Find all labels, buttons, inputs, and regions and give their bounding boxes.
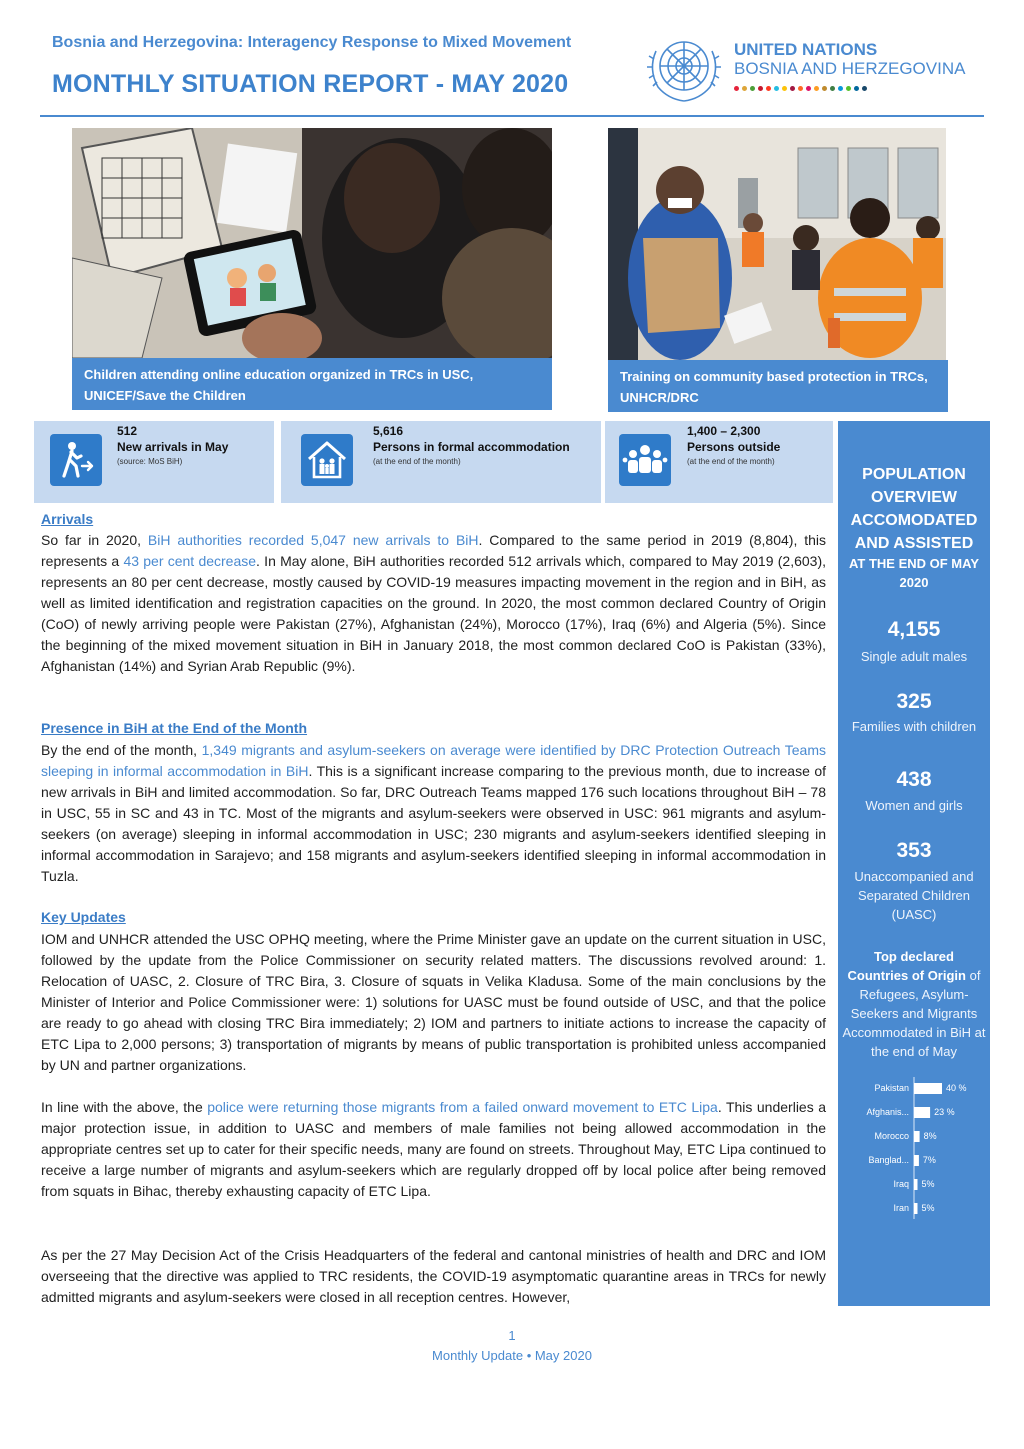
sidebar-title: POPULATION OVERVIEW ACCOMODATED AND ASSISTED [850, 466, 978, 552]
chart-value-label: 40 % [946, 1083, 967, 1093]
stat-source: (at the end of the month) [687, 457, 775, 466]
stat-label: New arrivals in May [117, 440, 229, 454]
photo2-caption: Training on community based protection in TRCs, UNHCR/DRC [608, 360, 948, 412]
report-subtitle: Bosnia and Herzegovina: Interagency Response to Mixed Movement [52, 34, 572, 51]
text-run: So far in 2020, [41, 532, 148, 548]
stat-formal-accommodation [281, 421, 601, 503]
highlight-text: BiH authorities recorded 5,047 new arrivals to BiH [147, 532, 479, 548]
chart-bar [914, 1107, 930, 1118]
text-run: . In May alone, BiH authorities recorded 512 arrivals which, compared to May 2019 (2,603), represents an 80 per cent decrease, mostly caused by COVID-19 measures impacting movement in the region and in BiH, as well as limited identification and registration capacities on the ground. In 2020, the most common declared Country of Origin (CoO) of newly arriving people were Pakistan (27%), Afghanistan (24%), Morocco (17%), Iraq (6%) and Algeria (5%). Since the beginning of the mixed movement situation in BiH in January 2018, the most common declared CoO is Pakistan (33%), Afghanistan (14%) and Syrian Arab Republic (9%). [41, 553, 827, 674]
header-divider [40, 115, 984, 117]
highlight-text: police were returning those migrants from a failed onward movement to ETC Lipa [207, 1099, 718, 1115]
chart-category-label: Iraq [893, 1179, 909, 1189]
stat-value: 1,400 – 2,300 [687, 424, 761, 438]
chart-value-label: 23 % [934, 1107, 955, 1117]
chart-bar [914, 1155, 919, 1166]
figure-value: 325 [896, 690, 932, 713]
chart-category-label: Pakistan [874, 1083, 909, 1093]
chart-value-label: 5% [921, 1179, 935, 1189]
org-name: UNITED NATIONS [734, 40, 878, 59]
chart-bar [914, 1203, 918, 1214]
countries-caption [842, 947, 986, 1061]
stat-label: Persons outside [687, 440, 781, 454]
stat-value: 5,616 [373, 424, 404, 438]
arrivals-paragraph [41, 530, 826, 677]
text-run: . This is a significant increase comparing to the previous month, due to increase of new arrivals in BiH and limited accommodation. So far, DRC Outreach Teams mapped 176 such locations throughout BiH – 78 in USC, 55 in SC and 43 in TC. Most of the migrants and asylum-seekers were observed in USC: 961 migrants and asylum-seekers (on average) sleeping in informal accommodation in USC; 230 migrants and asylum-seekers identified sleeping in informal accommodation in Sarajevo; and 158 migrants and asylum-seekers identified sleeping in informal accommodation in Tuzla. [41, 763, 826, 884]
family-house-icon [301, 434, 353, 486]
sdg-color-dots [734, 86, 867, 91]
chart-value-label: 8% [923, 1131, 937, 1141]
stat-label: Persons in formal accommodation [373, 440, 570, 454]
stat-new-arrivals [34, 421, 274, 503]
countries-caption-rest: of Refugees, Asylum-Seekers and Migrants Accommodated in BiH at the end of May [842, 968, 986, 1059]
section-heading-presence: Presence in BiH at the End of the Month [41, 720, 308, 736]
un-emblem-icon [642, 33, 726, 105]
section-heading-key-updates: Key Updates [41, 909, 126, 925]
sidebar-subtitle: AT THE END OF MAY 2020 [848, 556, 979, 590]
highlight-text: 1,349 migrants and asylum-seekers on average were identified by DRC Protection Outreach Teams sleeping in informal accommodation in BiH [41, 742, 826, 779]
figure-value: 438 [896, 768, 932, 791]
key-updates-paragraph-1: IOM and UNHCR attended the USC OPHQ meeting, where the Prime Minister gave an update on the current situation in USC, followed by the update from the Police Commissioner on security related matters. The discussions revolved around: 1. Relocation of UASC, 2. Closure of TRC Bira, 3. Closure of squats in Velika Kladusa. Some of the main conclusions by the Minister of Interior and Police Commissioner were: 1) solutions for UASC must be found outside of USC, and that the police are ready to go ahead with closing TRC Bira immediately; 2) IOM and partners to initiate actions to increase the capacity of ETC Lipa to 2,000 persons; 3) transportation of migrants by means of public transportation is prohibited unless accompanied by UN and partner organizations. [41, 931, 826, 1073]
figure-label: Women and girls [865, 798, 963, 813]
page-number: 1 [508, 1328, 516, 1343]
chart-category-label: Afghanis... [866, 1107, 909, 1117]
countries-caption-bold: Top declared Countries of Origin [847, 949, 966, 983]
chart-category-label: Morocco [874, 1131, 909, 1141]
chart-category-label: Iran [893, 1203, 909, 1213]
countries-bar-chart [838, 1071, 990, 1231]
figure-label: Unaccompanied and Separated Children (UASC) [854, 869, 974, 922]
figure-label: Single adult males [860, 649, 968, 664]
photo1-caption: Children attending online education organized in TRCs in USC, UNICEF/Save the Children [72, 358, 552, 410]
photo-protection-training [608, 128, 946, 360]
stat-persons-outside [605, 421, 833, 503]
chart-value-label: 7% [922, 1155, 936, 1165]
highlight-text: 43 per cent decrease [123, 553, 257, 569]
population-overview-sidebar [838, 421, 990, 1306]
figure-value: 4,155 [887, 618, 941, 641]
section-heading-arrivals: Arrivals [41, 511, 94, 527]
text-run: By the end of the month, [41, 742, 202, 758]
walking-person-icon [50, 434, 102, 486]
chart-bar [914, 1179, 918, 1190]
chart-value-label: 5% [921, 1203, 935, 1213]
figure-value: 353 [896, 839, 932, 862]
key-updates-paragraph-2 [41, 1097, 826, 1202]
chart-bar [914, 1083, 942, 1094]
figure-label: Families with children [851, 719, 977, 734]
footer-label: Monthly Update • May 2020 [432, 1348, 592, 1363]
text-run: . This underlies a major protection issue, in addition to UASC and members of male families not being allowed accommodation in the appropriate centres set up to cater for their specific needs, many are found on streets. Throughout May, ETC Lipa continued to receive a large number of migrants and asylum-seekers which are regularly dropped off by local police after being removed from squats in Bihac, thereby exhausting capacity of ETC Lipa. [41, 1099, 826, 1199]
key-updates-paragraph-3: As per the 27 May Decision Act of the Crisis Headquarters of the federal and cantonal ministries of health and DRC and IOM overseeing that the directive was applied to TRC residents, the COVID-19 asymptomatic quarantine areas in TRCs for newly admitted migrants and asylum-seekers were closed in all reception centres. However, [41, 1247, 826, 1305]
text-run: In line with the above, the [41, 1099, 208, 1115]
stat-source: (at the end of the month) [373, 457, 461, 466]
text-run: . Compared to the same period in 2019 (8,804), this represents a [41, 532, 827, 569]
report-title: MONTHLY SITUATION REPORT - MAY 2020 [52, 70, 569, 98]
presence-paragraph [41, 740, 826, 887]
org-country: BOSNIA AND HERZEGOVINA [734, 59, 966, 78]
photo-online-education [72, 128, 552, 358]
stat-source: (source: MoS BiH) [117, 457, 183, 466]
group-people-icon [619, 434, 671, 486]
stat-value: 512 [117, 424, 138, 438]
chart-bar [914, 1131, 920, 1142]
chart-category-label: Banglad... [868, 1155, 909, 1165]
